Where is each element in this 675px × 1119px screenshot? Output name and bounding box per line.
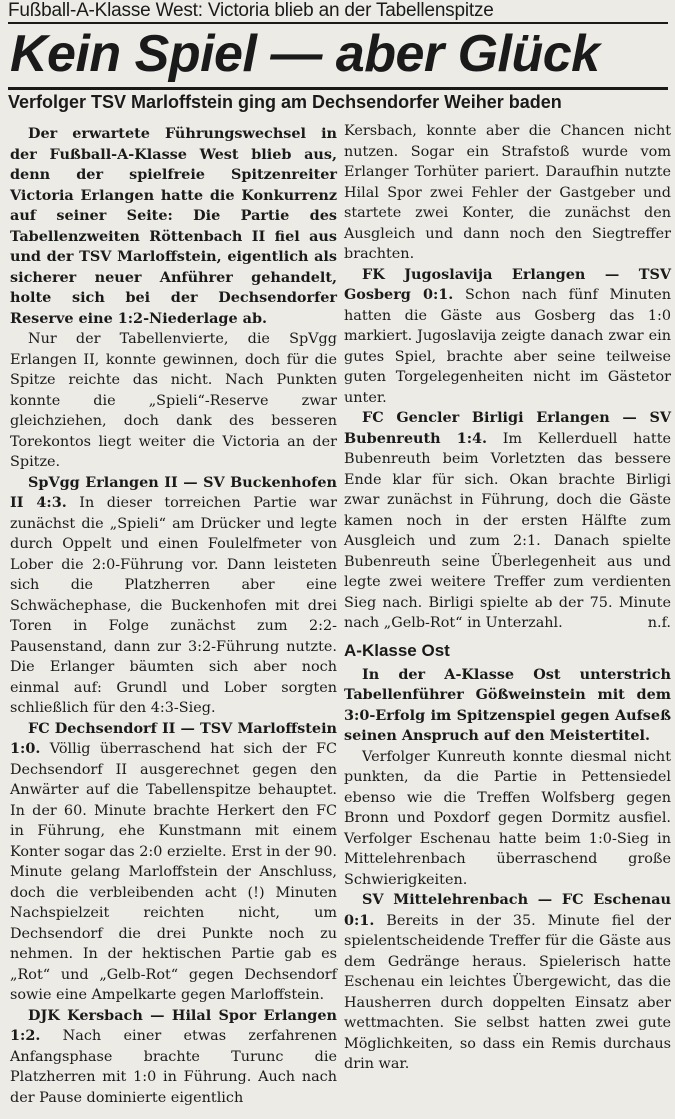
section-heading-a-klasse-ost: A-Klasse Ost	[344, 640, 450, 660]
author-signature: n.f.	[647, 615, 671, 631]
kicker-line: Fußball-A-Klasse West: Victoria blieb an der Tabellenspitze	[8, 0, 494, 21]
match-heading-2: FC Dechsendorf II — TSV Marloffstein 1:0.	[10, 719, 337, 757]
column-left	[10, 124, 337, 1108]
article-intro: Nur der Tabellenvierte, die SpVgg Erlangen II, konnte gewinnen, doch für die Spitze reichte das nicht. Nach Punkten konnte die „Spieli“-Reserve zwar gleichziehen, doch dank des besseren Torekontos liegt weiter die Victoria an der Spitze.	[10, 331, 337, 470]
ost-match-report: SV Mittelehrenbach — FC Eschenau 0:1. Bereits in der 35. Minute fiel der spielentscheidende Treffer für die Gäste aus dem Gedränge heraus. Spielerisch hatte Eschenau ein leichtes Übergewicht, das die Hausherren durch doppelten Einsatz aber wettmachten. Sie selbst hatten zwei gute Möglichkeiten, so dass ein Remis durchaus drin war.	[344, 891, 671, 1072]
match-report-4: FK Jugoslavija Erlangen — TSV Gosberg 0:1. Schon nach fünf Minuten hatten die Gäste aus Gosberg das 1:0 markiert. Jugoslavija zeigte danach zwar ein gutes Spiel, brachte aber seine teilweise guten Torgelegenheiten nicht im Gästetor unter.	[344, 265, 671, 406]
match-report-5: FC Gencler Birligi Erlangen — SV Bubenreuth 1:4. Im Kellerduell hatte Bubenreuth beim Vorletzten das bessere Ende klar für sich. Okan brachte Birligi zwar zunächst in Führung, doch die Gäste kamen noch in der ersten Hälfte zum Ausgleich und zum 2:1. Danach spielte Bubenreuth seine Überlegenheit aus und legte zwei weitere Treffer zum verdienten Sieg nach. Birligi spielte ab der 75. Minute nach „Gelb-Rot“ in Unterzahl. n.f.	[344, 408, 671, 634]
column-right	[344, 121, 671, 1075]
match-report-1: SpVgg Erlangen II — SV Buckenhofen II 4:3. In dieser torreichen Partie war zunächst die „Spieli“ am Drücker und legte durch Oppelt und einen Foulelfmeter von Lober die 2:0-Führung vor. Dann leisteten sich die Platzherren aber eine Schwächephase, die Buckenhofen mit drei Toren in Folge zunächst zum 2:2-Pausenstand, dann zur 3:2-Führung nutzte. Die Erlanger bäumten sich aber noch einmal auf: Grundl und Lober sorgten schließlich für den 4:3-Sieg.	[10, 473, 337, 716]
article-lead: Der erwartete Führungswechsel in der Fußball-A-Klasse West blieb aus, denn der spielfreie Spitzenreiter Victoria Erlangen hatte die Konkurrenz auf seiner Seite: Die Partie des Tabellenzweiten Röttenbach II fiel aus und der TSV Marloffstein, eigentlich als sicherer neuer Anführer gehandelt, holte sich bei der Dechsendorfer Reserve eine 1:2-Niederlage ab.	[10, 125, 337, 327]
ost-match-heading: SV Mittelehrenbach — FC Eschenau 0:1.	[344, 891, 671, 929]
headline-rule	[8, 87, 668, 90]
match-heading-1: SpVgg Erlangen II — SV Buckenhofen II 4:3.	[10, 473, 337, 511]
match-heading-3: DJK Kersbach — Hilal Spor Erlangen 1:2.	[10, 1006, 337, 1044]
subheadline: Verfolger TSV Marloffstein ging am Dechsendorfer Weiher baden	[8, 92, 562, 112]
headline: Kein Spiel — aber Glück	[10, 25, 600, 83]
ost-lead: In der A-Klasse Ost unterstrich Tabellenführer Gößweinstein mit dem 3:0-Erfolg im Spitzenspiel gegen Aufseß seinen Anspruch auf den Meistertitel.	[344, 665, 671, 744]
match-heading-4: FK Jugoslavija Erlangen — TSV Gosberg 0:1.	[344, 265, 671, 303]
ost-intro: Verfolger Kunreuth konnte diesmal nicht punkten, da die Partie in Pettensiedel ebenso wie die Treffen Wolfsberg gegen Bronn und Poxdorf gegen Dormitz ausfiel. Verfolger Eschenau hatte beim 1:0-Sieg in Mittelehrenbach überraschend große Schwierigkeiten.	[344, 748, 671, 888]
match-report-3-continued: Kersbach, konnte aber die Chancen nicht nutzen. Sogar ein Strafstoß wurde vom Erlanger Torhüter pariert. Daraufhin nutzte Hilal Spor zwei Fehler der Gastgeber und startete zwei Konter, die zunächst den Ausgleich und dann noch den Siegtreffer brachten.	[344, 123, 671, 262]
match-heading-5: FC Gencler Birligi Erlangen — SV Bubenreuth 1:4.	[344, 409, 671, 447]
match-report-3: DJK Kersbach — Hilal Spor Erlangen 1:2. Nach einer etwas zerfahrenen Anfangsphase brachte Turunc die Platzherren mit 1:0 in Führung. Auch nach der Pause dominierte eigentlich	[10, 1006, 337, 1106]
match-report-2: FC Dechsendorf II — TSV Marloffstein 1:0. Völlig überraschend hat sich der FC Dechsendorf II ausgerechnet gegen den Anwärter auf die Tabellenspitze behauptet. In der 60. Minute brachte Herkert den FC in Führung, ehe Kunstmann mit einem Konter sogar das 2:0 erzielte. Erst in der 90. Minute gelang Marloffstein der Anschluss, doch die verbleibenden acht (!) Minuten Nachspielzeit reichten nicht, um Dechsendorf die drei Punkte noch zu nehmen. In der hektischen Partie gab es „Rot“ und „Gelb-Rot“ gegen Dechsendorf sowie eine Ampelkarte gegen Marloffstein.	[10, 719, 338, 1003]
